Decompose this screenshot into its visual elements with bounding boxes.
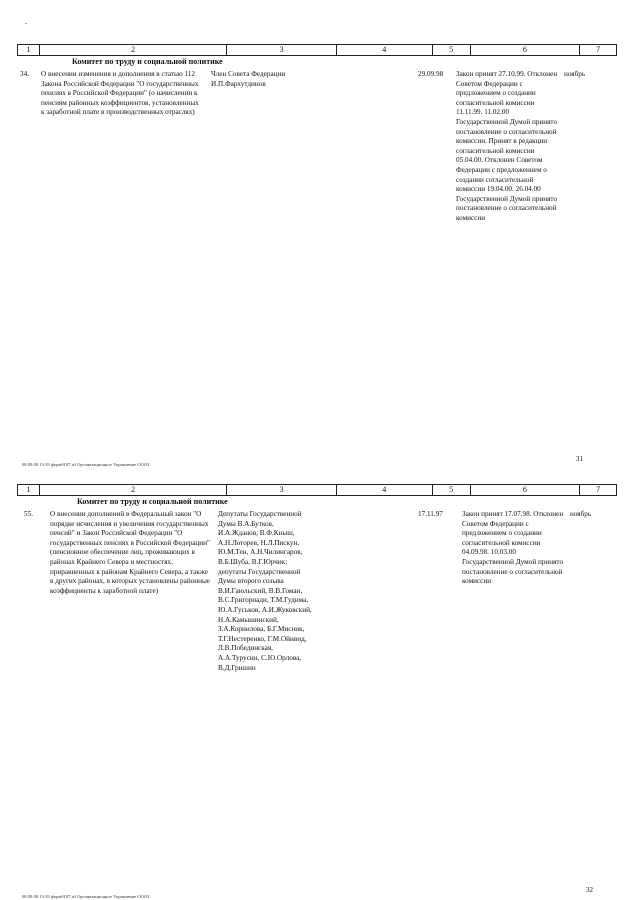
bill-status: Закон принят 27.10.99. Отклонен Советом Федерации с предложением о создании согласительной комиссии 11.11.99. 11.02.00 Государственной Думой принято постановление о согласительной комиссии. Принят в редакции согласительной комиссии 05.04.00. Отклонен Советом Федерации с предложением о создании согласительной комиссии 19.04.00. 26.04.00 Государственной Думой принято постановление о согласительной комиссии <box>456 70 558 222</box>
submission-date: 29.09.98 <box>418 70 444 78</box>
committee-heading: Комитет по труду и социальной политике <box>72 57 223 66</box>
row-number: 55. <box>24 510 33 518</box>
page-number: 32 <box>586 886 593 894</box>
column-header-3: 3 <box>227 45 337 55</box>
planned-month: ноябрь <box>570 510 592 518</box>
column-header-3: 3 <box>227 485 337 495</box>
column-header-row <box>17 484 617 496</box>
column-header-2: 2 <box>40 485 227 495</box>
column-header-1: 1 <box>18 45 40 55</box>
column-header-4: 4 <box>337 45 433 55</box>
column-header-4: 4 <box>337 485 433 495</box>
column-header-6: 6 <box>471 485 581 495</box>
page-number: 31 <box>576 455 583 463</box>
bill-author: Член Совета Федерации И.П.Фархутдинов <box>211 70 286 88</box>
column-header-7: 7 <box>596 485 601 494</box>
row-number: 34. <box>20 70 29 78</box>
column-header-5: 5 <box>433 45 471 55</box>
column-header-5: 5 <box>433 485 471 495</box>
column-header-6: 6 <box>471 45 581 55</box>
bill-author: Депутаты Государственной Думы В.А.Бутков, И.А.Жданов, В.Ф.Кныш, А.Н.Лоторев, Н.Л.Пискун, Ю.М.Тен, А.Н.Чилингаров, В.Б.Шуба, В.Г.Юрчик; депутаты Государственной Думы второго созыва В.И.Гаюльский, В.В.Гоман, В.С.Григориади, Т.М.Гудима, Ю.А.Гуськов, А.И.Жуковский, Н.А.Камышинский, З.А.Корнилова, Б.Г.Мисник, Т.Г.Нестеренко, Г.М.Ойнвид, Л.В.Побединская, А.А.Турусин, С.Ю.Орлова, В.Д.Гришин <box>218 510 312 672</box>
bill-status: Закон принят 17.07.98. Отклонен Советом Федерации с предложением о создании согласительной комиссии 04.09.98. 10.03.00 Государственной Думой принято постановление о согласительной комиссии <box>462 510 564 586</box>
planned-month: ноябрь <box>564 70 586 78</box>
page-footer: 08.09.00 13:39 форм0187.rtf Организационное Управление ОООЗ <box>22 894 150 899</box>
bill-title: О внесении изменения и дополнения в статью 112 Закона Российской Федерации "О государственных пенсиях в Российской Федерации" (о начислении к пенсиям районных коэффициентов, установленных к заработной плате в производственных отраслях) <box>41 70 199 117</box>
document-page-32 <box>0 450 640 900</box>
submission-date: 17.11.97 <box>418 510 443 518</box>
column-header-1: 1 <box>18 485 40 495</box>
column-header-2: 2 <box>40 45 227 55</box>
page-footer: 08.09.00 13:39 форм0187.rtf Организационное Управление ОООЗ <box>22 462 150 467</box>
committee-heading: Комитет по труду и социальной политике <box>77 497 228 506</box>
bill-title: О внесении дополнений в Федеральный закон "О порядке исчисления и увеличения государственных пенсий" и Закон Российской Федерации "О государственных пенсиях в Российской Федерации" (пенсионное обеспечение лиц, проживающих в районах Крайнего Севера и местностях, приравненных к районам Крайнего Севера, а также в других районах, в которых установлены районные коэффициенты к заработной плате) <box>50 510 210 595</box>
column-header-7: 7 <box>596 45 601 54</box>
column-header-row <box>17 44 617 56</box>
page-mark: - <box>25 21 27 27</box>
